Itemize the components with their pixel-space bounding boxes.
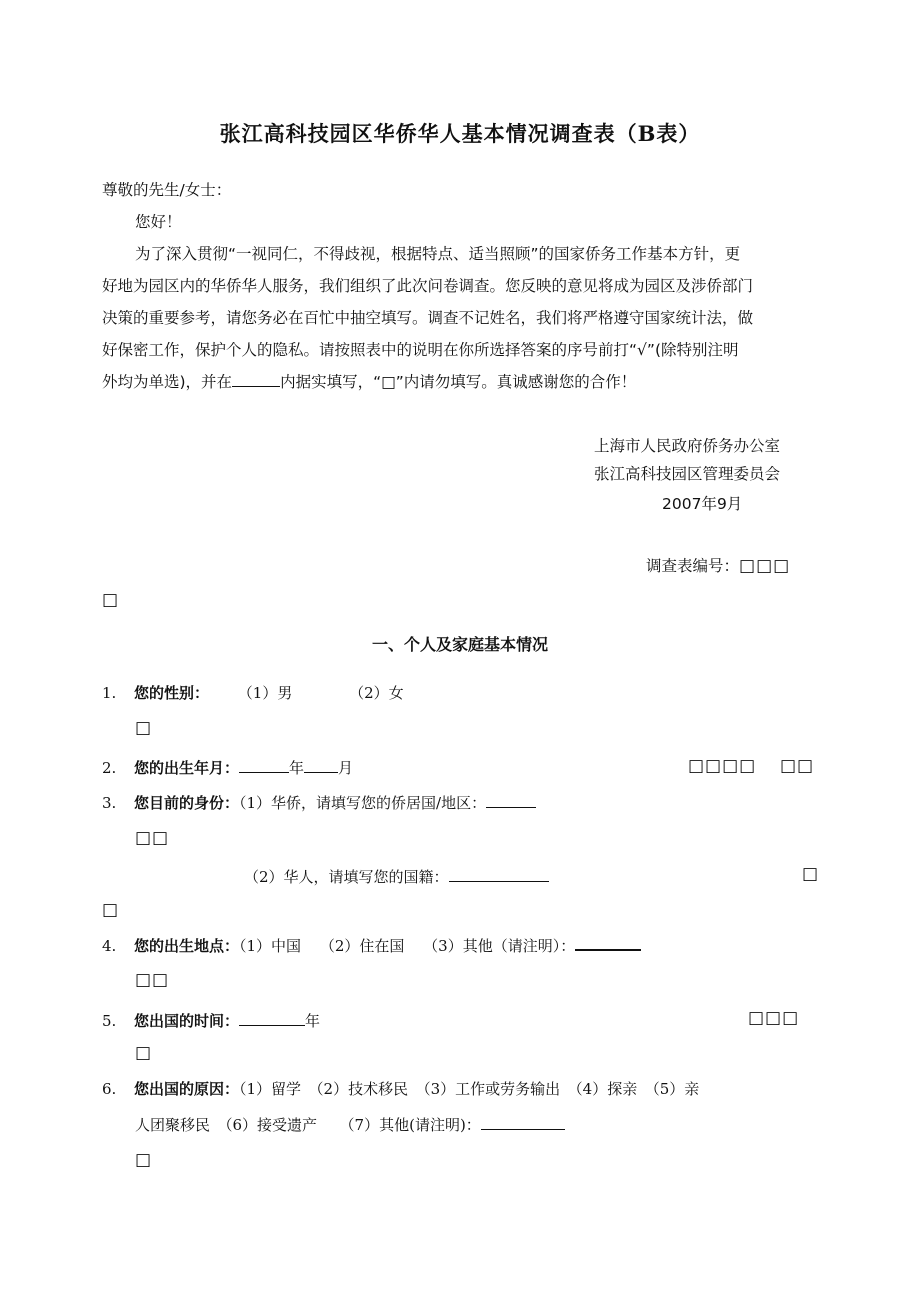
intro-line-last: 外均为单选)，并在 内据实填写，“□”内请勿填写。真诚感谢您的合作！ <box>102 373 637 391</box>
intro-line: 好保密工作，保护个人的隐私。请按照表中的说明在你所选择答案的序号前打“√”(除特别注明 <box>102 341 739 359</box>
page-title: 张江高科技园区华侨华人基本情况调查表（B表） <box>219 121 701 146</box>
q2-month-field[interactable] <box>304 757 338 773</box>
signature-org1: 上海市人民政府侨务办公室 <box>594 437 781 455</box>
question-6: 6. 您出国的原因：（1）留学 （2）技术移民 （3）工作或劳务输出 （4）探亲 （5）亲 <box>102 1080 700 1098</box>
section-heading: 一、个人及家庭基本情况 <box>371 635 548 654</box>
q6-code-box[interactable]: □ <box>135 1150 153 1170</box>
survey-number: 调查表编号：□□□ <box>646 556 791 576</box>
q1-option-female[interactable]: （2）女 <box>349 684 404 702</box>
question-4: 4. 您的出生地点：（1）中国 （2）住在国 （3）其他（请注明）： <box>102 934 641 956</box>
q6-options-line1[interactable]: （1）留学 （2）技术移民 （3）工作或劳务输出 （4）探亲 （5）亲 <box>239 1080 700 1098</box>
q2-code-boxes[interactable]: □□ <box>780 756 815 776</box>
q5-year-field[interactable] <box>239 1010 305 1026</box>
q3-code-box[interactable]: □ <box>102 900 120 920</box>
hello: 您好！ <box>135 213 182 231</box>
q6-options-line2: 人团聚移民 （6）接受遗产 （7）其他(请注明)： <box>135 1114 565 1135</box>
q3-option-ethnic: （2）华人，请填写您的国籍： <box>244 866 549 887</box>
q3-nationality-field[interactable] <box>449 866 549 882</box>
question-3: 3. 您目前的身份：（1）华侨，请填写您的侨居国/地区： <box>102 792 536 813</box>
example-blank <box>232 371 280 387</box>
q4-option-residence[interactable]: （2）住在国 <box>319 937 405 955</box>
q2-year-field[interactable] <box>239 757 289 773</box>
q2-code-boxes[interactable]: □□□□ <box>688 756 757 776</box>
q1-code-box[interactable]: □ <box>135 718 153 738</box>
stray-box[interactable]: □ <box>102 590 120 610</box>
intro-line: 好地为园区内的华侨华人服务，我们组织了此次问卷调查。您反映的意见将成为园区及涉侨部门 <box>102 277 754 295</box>
question-2: 2. 您的出生年月： 年 月 <box>102 759 354 777</box>
q4-other-field[interactable] <box>575 934 641 951</box>
signature-org2: 张江高科技园区管理委员会 <box>594 465 781 483</box>
q3-code-boxes[interactable]: □□ <box>135 828 170 848</box>
q3-option-overseas[interactable]: （1）华侨，请填写您的侨居国/地区： <box>239 794 487 812</box>
q4-option-china[interactable]: （1）中国 <box>239 937 302 955</box>
q3-country-field[interactable] <box>486 792 536 808</box>
intro-line: 决策的重要参考，请您务必在百忙中抽空填写。调查不记姓名，我们将严格遵守国家统计法，做 <box>102 309 754 327</box>
q3-code-box[interactable]: □ <box>802 864 820 884</box>
q5-code-boxes[interactable]: □□□ <box>748 1008 800 1028</box>
greeting: 尊敬的先生/女士： <box>102 181 232 199</box>
survey-number-boxes[interactable]: □□□ <box>739 556 791 576</box>
question-5: 5. 您出国的时间： 年 <box>102 1012 321 1030</box>
q6-other-field[interactable] <box>481 1114 565 1130</box>
question-1: 1. 您的性别： （1）男 （2）女 <box>102 684 404 702</box>
intro-line: 为了深入贯彻“一视同仁，不得歧视，根据特点、适当照顾”的国家侨务工作基本方针，更 <box>135 245 741 263</box>
q4-code-boxes[interactable]: □□ <box>135 970 170 990</box>
q1-option-male[interactable]: （1）男 <box>237 684 293 702</box>
q4-option-other[interactable]: （3）其他（请注明）： <box>423 937 576 955</box>
q5-code-box[interactable]: □ <box>135 1043 153 1063</box>
signature-date: 2007年9月 <box>662 495 743 513</box>
